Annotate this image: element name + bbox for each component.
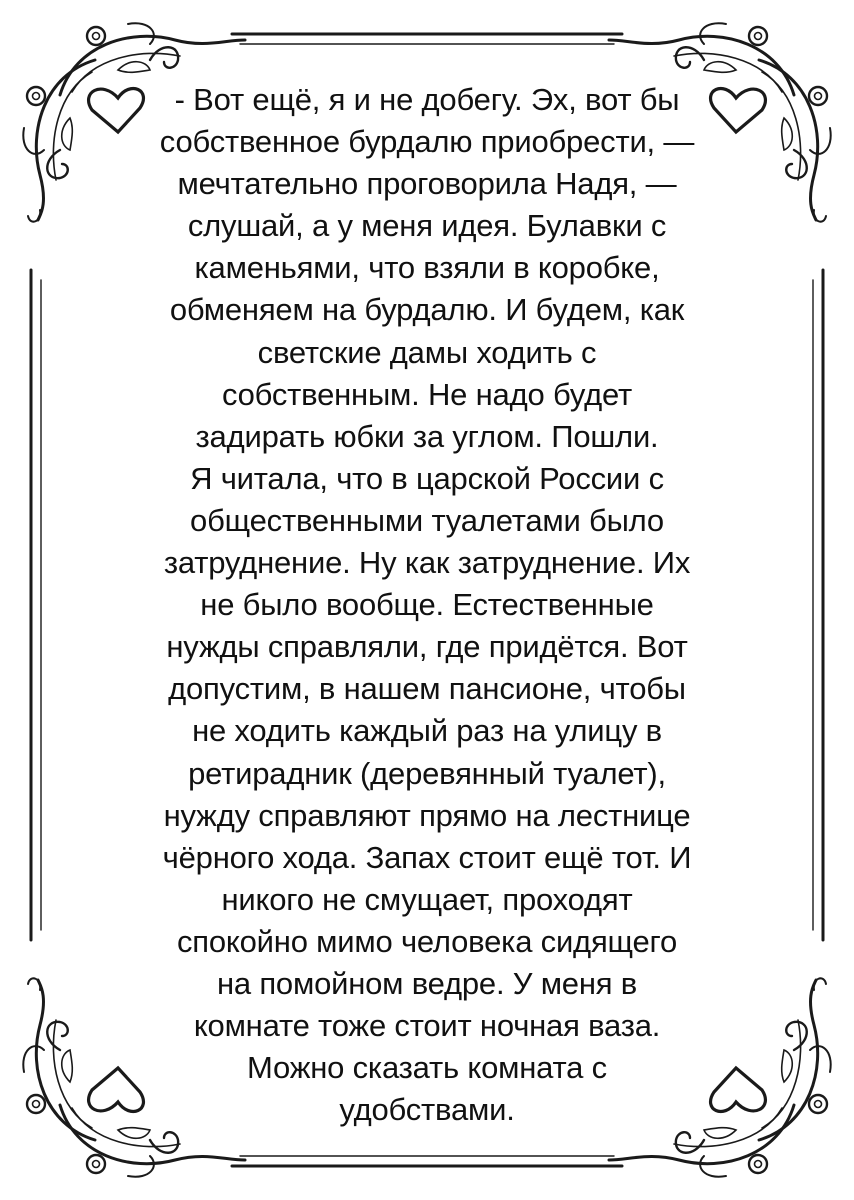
text-line: допустим, в нашем пансионе, чтобы <box>168 671 686 707</box>
text-line: на помойном ведре. У меня в <box>216 965 638 1001</box>
story-text <box>92 79 762 1131</box>
text-line: нужды справляли, где придётся. Вот <box>166 629 688 665</box>
text-line: обменяем на бурдалю. И будем, как <box>169 292 685 328</box>
text-line: мечтательно проговорила Надя, — <box>177 166 677 202</box>
text-line: задирать юбки за углом. Пошли. <box>195 418 659 454</box>
text-line: затруднение. Ну как затруднение. Их <box>163 545 691 581</box>
text-line: слушай, а у меня идея. Булавки с <box>187 208 667 244</box>
text-line: собственное бурдалю приобрести, — <box>159 124 695 160</box>
text-line: чёрного хода. Запах стоит ещё тот. И <box>162 839 692 875</box>
text-line: комнате тоже стоит ночная ваза. <box>193 1008 661 1044</box>
bottom-border-line <box>232 1156 622 1166</box>
text-line: - Вот ещё, я и не добегу. Эх, вот бы <box>174 82 680 117</box>
text-line: спокойно мимо человека сидящего <box>176 923 678 959</box>
text-line: ретирадник (деревянный туалет), <box>188 755 666 791</box>
text-line: собственным. Не надо будет <box>221 376 632 412</box>
text-line: никого не смущает, проходят <box>221 881 633 917</box>
text-line: каменьями, что взяли в коробке, <box>194 250 660 286</box>
text-line: удобствами. <box>339 1092 515 1128</box>
text-line: Можно сказать комната с <box>247 1050 607 1086</box>
text-line: Я читала, что в царской России с <box>190 460 664 496</box>
text-line: светские дамы ходить с <box>257 334 597 370</box>
text-line: нужду справляют прямо на лестнице <box>163 797 691 833</box>
top-border-line <box>232 34 622 44</box>
text-line: не было вообще. Естественные <box>200 587 654 623</box>
text-line: общественными туалетами было <box>190 502 664 538</box>
text-line: не ходить каждый раз на улицу в <box>192 713 662 749</box>
right-border-line <box>813 270 823 940</box>
left-border-line <box>31 270 41 940</box>
